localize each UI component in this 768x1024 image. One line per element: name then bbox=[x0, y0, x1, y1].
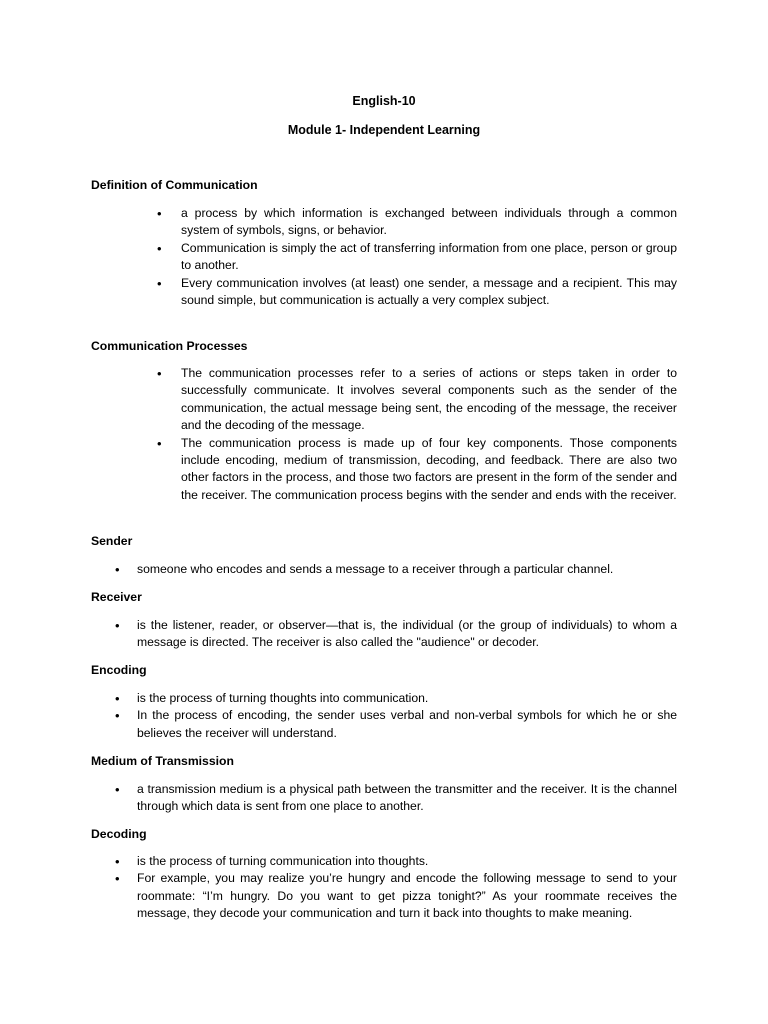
section-heading-decoding: Decoding bbox=[91, 827, 147, 841]
definition-list bbox=[181, 205, 677, 309]
encoding-list bbox=[137, 690, 677, 742]
list-item: • is the process of turning thoughts into communication. bbox=[137, 690, 677, 707]
list-item: • The communication processes refer to a series of actions or steps taken in order to successfully communicate. It involves several components such as the sender of the communication, the actual message being sent, the encoding of the message, the receiver and the decoding of the message. bbox=[181, 365, 677, 435]
decoding-list bbox=[137, 853, 677, 923]
list-item: • In the process of encoding, the sender uses verbal and non-verbal symbols for which he or she believes the receiver will understand. bbox=[137, 707, 677, 742]
processes-list bbox=[181, 365, 677, 504]
module-title: Module 1- Independent Learning bbox=[287, 123, 481, 137]
list-item: • is the listener, reader, or observer—that is, the individual (or the group of individuals) to whom a message is directed. The receiver is also called the "audience" or decoder. bbox=[137, 617, 677, 652]
section-heading-definition: Definition of Communication bbox=[91, 178, 258, 192]
section-heading-sender: Sender bbox=[91, 534, 133, 548]
course-title: English-10 bbox=[352, 94, 416, 108]
list-item: • Every communication involves (at least) one sender, a message and a recipient. This may sound simple, but communication is actually a very complex subject. bbox=[181, 275, 677, 310]
list-item: • a process by which information is exchanged between individuals through a common system of symbols, signs, or behavior. bbox=[181, 205, 677, 240]
list-item: • The communication process is made up of four key components. Those components include encoding, medium of transmission, decoding, and feedback. There are also two other factors in the process, and those two factors are present in the form of the sender and the receiver. The communication process begins with the sender and ends with the receiver. bbox=[181, 435, 677, 505]
list-item: • is the process of turning communication into thoughts. bbox=[137, 853, 677, 870]
section-heading-receiver: Receiver bbox=[91, 590, 142, 604]
list-item: • a transmission medium is a physical path between the transmitter and the receiver. It is the channel through which data is sent from one place to another. bbox=[137, 781, 677, 816]
section-heading-processes: Communication Processes bbox=[91, 339, 248, 353]
list-item: • someone who encodes and sends a message to a receiver through a particular channel. bbox=[137, 561, 677, 578]
receiver-list bbox=[137, 617, 677, 652]
list-item: • For example, you may realize you’re hungry and encode the following message to send to your roommate: “I’m hungry. Do you want to get pizza tonight?” As your roommate receives the message, they decode your communication and turn it back into thoughts to make meaning. bbox=[137, 870, 677, 922]
list-item: • Communication is simply the act of transferring information from one place, person or group to another. bbox=[181, 240, 677, 275]
section-heading-encoding: Encoding bbox=[91, 663, 147, 677]
sender-list bbox=[137, 561, 677, 578]
medium-list bbox=[137, 781, 677, 816]
section-heading-medium: Medium of Transmission bbox=[91, 754, 234, 768]
